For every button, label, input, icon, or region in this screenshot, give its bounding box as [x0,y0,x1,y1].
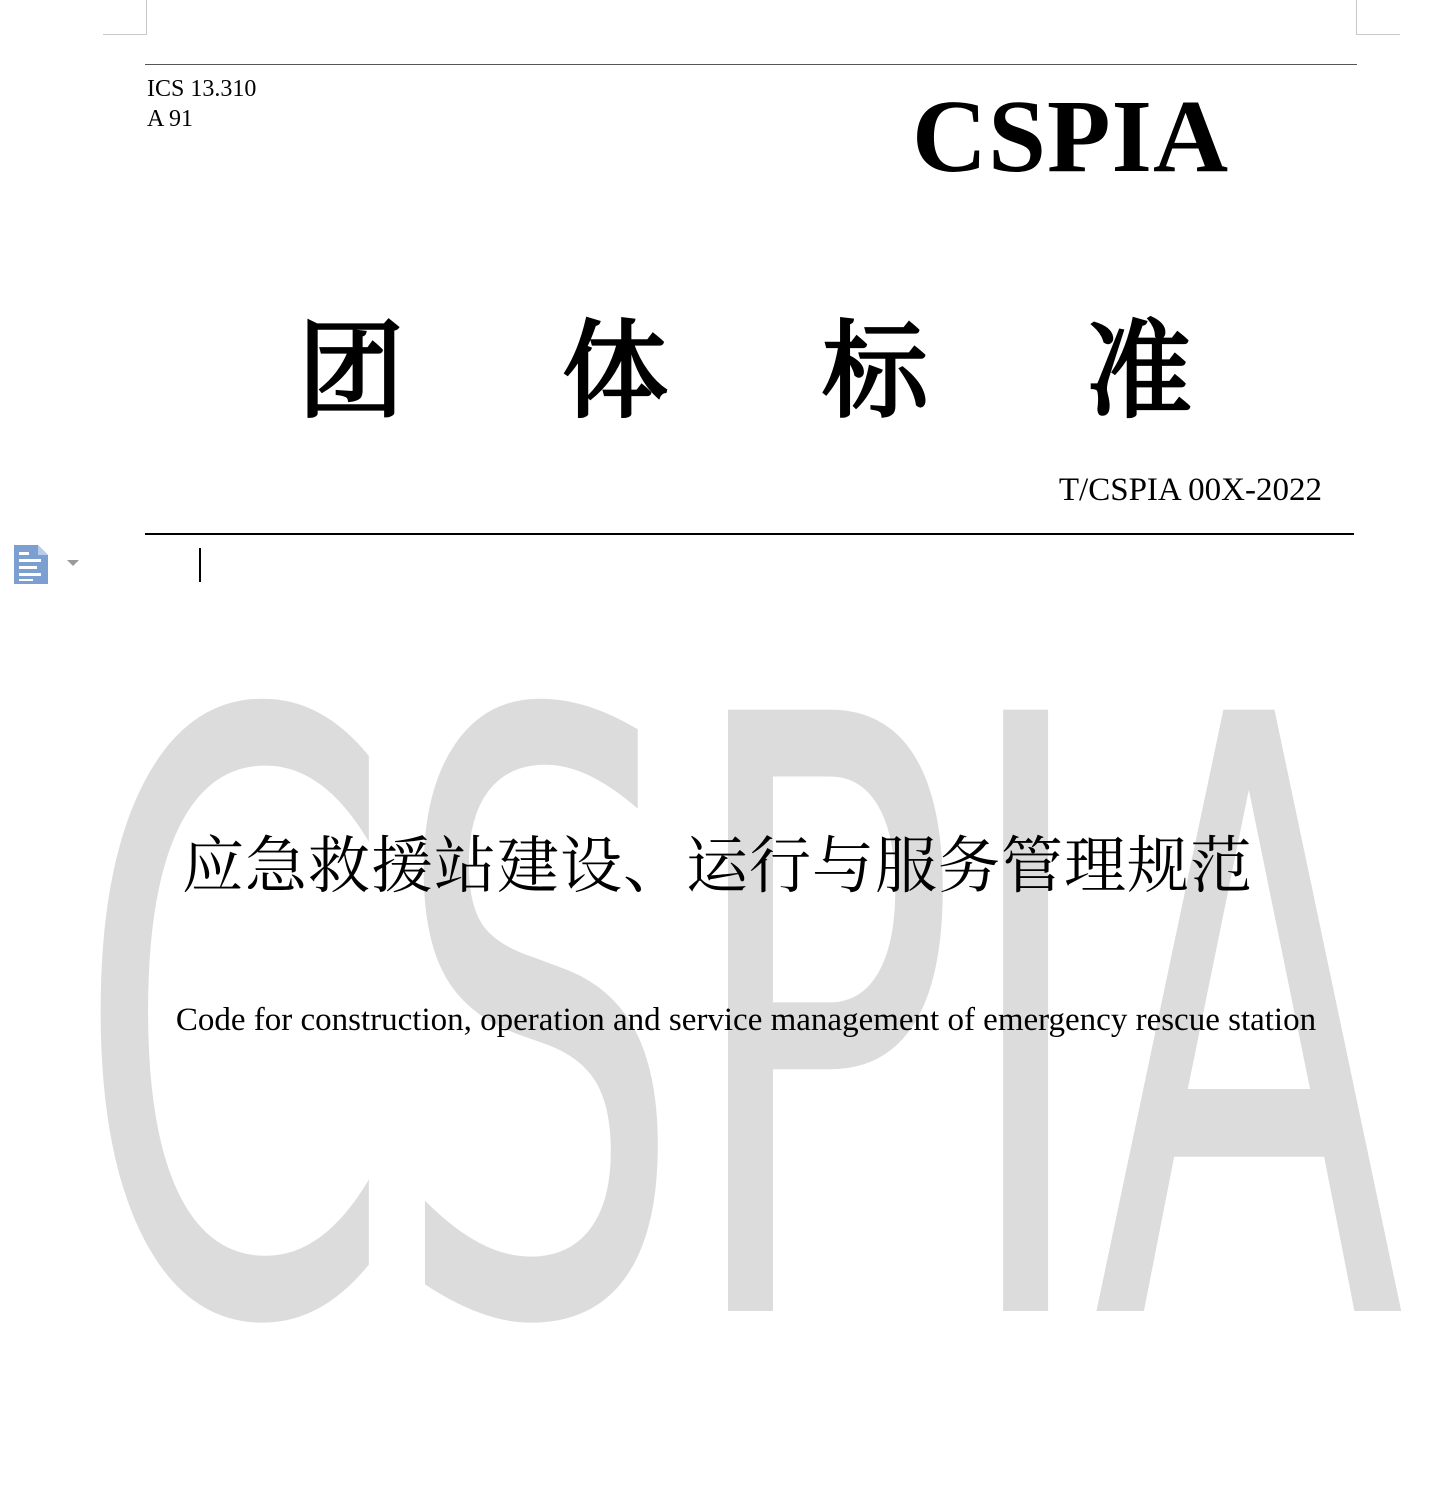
standard-number: T/CSPIA 00X-2022 [1058,472,1322,508]
standard-type-char-4: 准 [1086,310,1192,433]
standard-type-char-3: 标 [822,310,928,433]
document-title-english: Code for construction, operation and service management of emergency rescue station [175,1002,1317,1038]
crop-mark-top-left-h [103,34,147,35]
watermark [70,575,1410,1335]
chevron-down-icon [66,559,80,567]
heading-rule [145,533,1354,535]
watermark-text: CSPIA [75,575,1407,1335]
classification-codes [147,74,256,134]
organization-logo: CSPIA [912,79,1230,194]
document-title-chinese: 应急救援站建设、运行与服务管理规范 [181,829,1253,902]
header-rule [145,64,1357,65]
standard-type-heading [0,312,1435,432]
crop-mark-top-right-h [1356,34,1400,35]
standard-type-char-1: 团 [298,310,404,433]
crop-mark-top-left-v [146,0,147,34]
crop-mark-top-right-v [1356,0,1357,34]
standard-type-char-2: 体 [562,310,668,433]
ics-code: ICS 13.310 [147,76,257,102]
ccs-code: A 91 [147,106,194,132]
